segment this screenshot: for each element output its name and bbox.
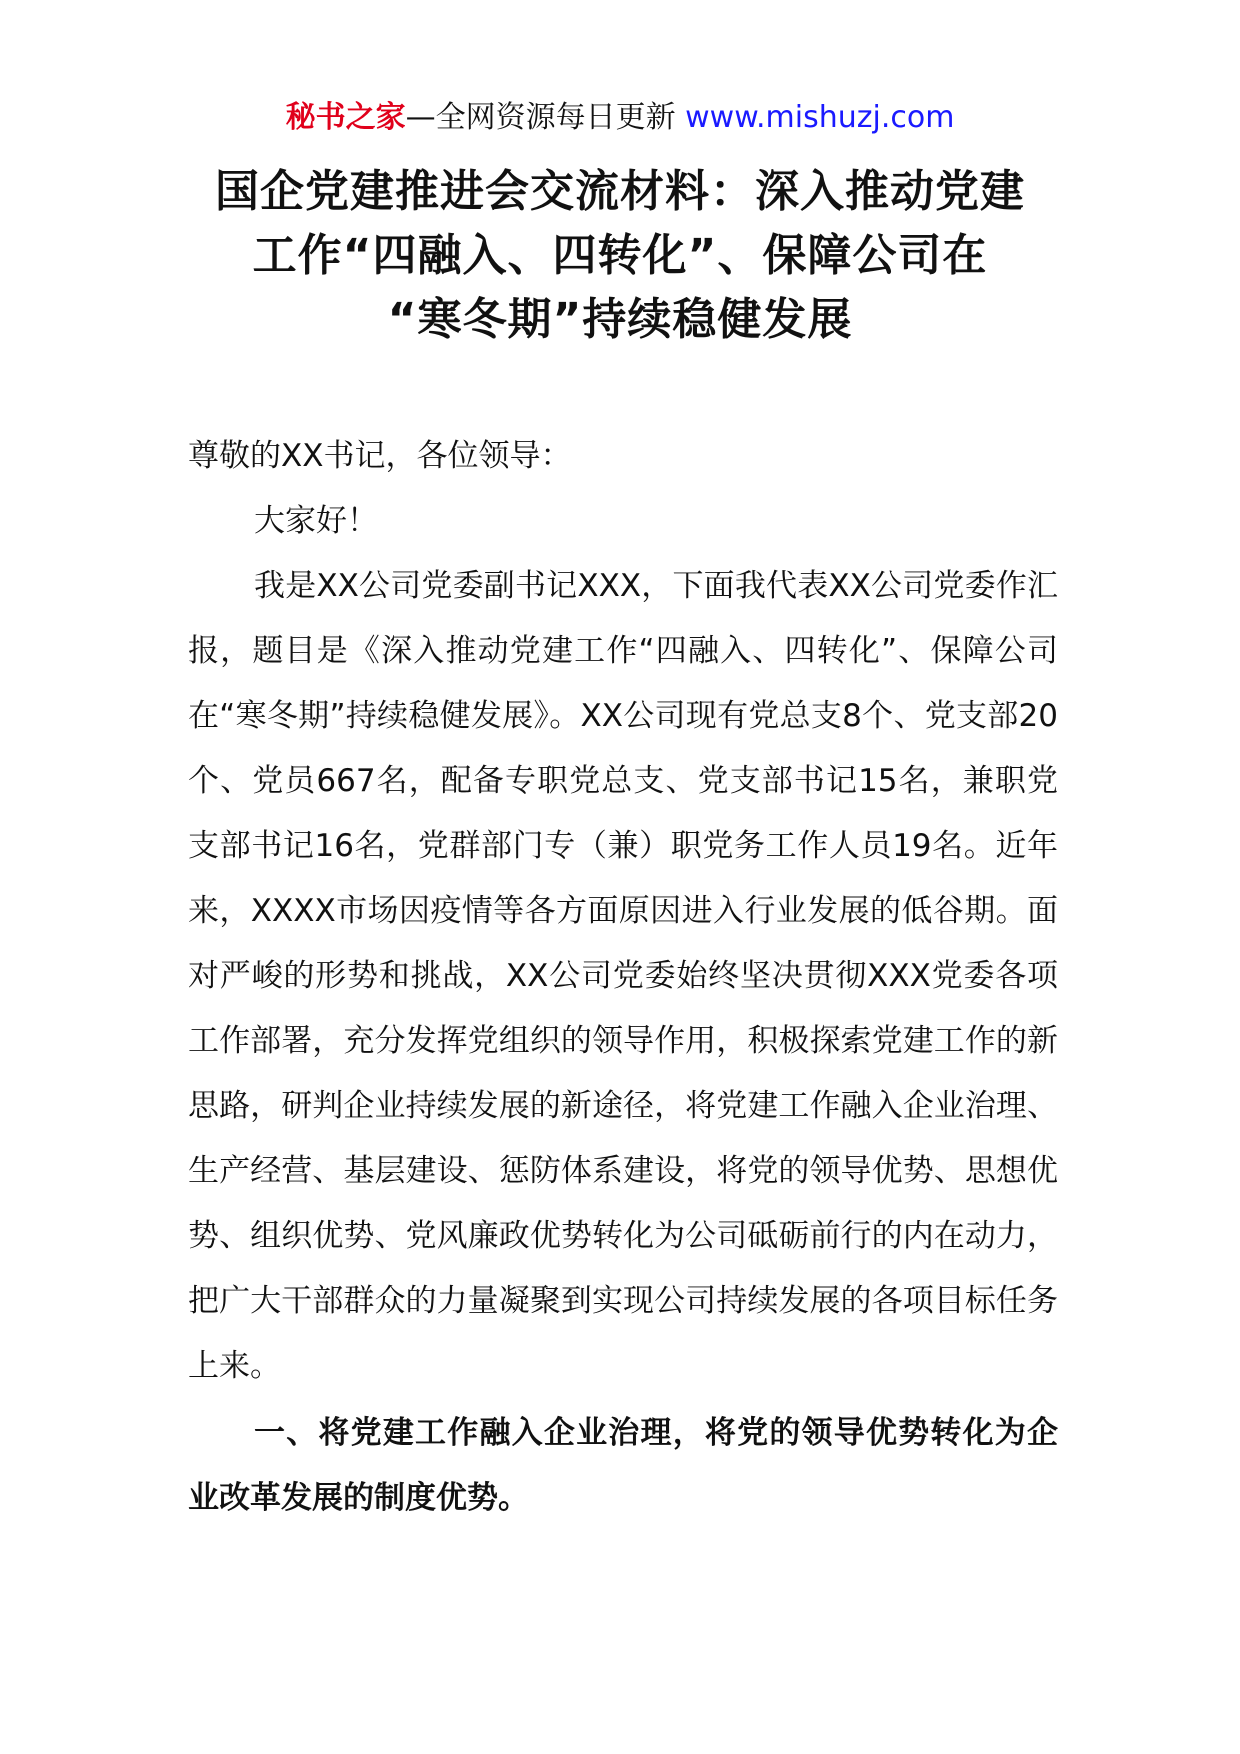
header-tagline: —全网资源每日更新	[405, 100, 676, 135]
document-body	[188, 424, 1058, 1531]
salutation: 尊敬的XX书记，各位领导：	[188, 438, 572, 474]
title-line-3: “寒冬期”持续稳健发展	[387, 294, 853, 345]
intro-paragraph: 我是XX公司党委副书记XXX，下面我代表XX公司党委作汇报，题目是《深入推动党建工作“四融入、四转化”、保障公司在“寒冬期”持续稳健发展》。XX公司现有党总支8个、党支部20个、党员667名，配备专职党总支、党支部书记15名，兼职党支部书记16名，党群部门专（兼）职党务工作人员19名。近年来，XXXX市场因疫情等各方面原因进入行业发展的低谷期。面对严峻的形势和挑战，XX公司党委始终坚决贯彻XXX党委各项工作部署，充分发挥党组织的领导作用，积极探索党建工作的新思路，研判企业持续发展的新途径，将党建工作融入企业治理、生产经营、基层建设、惩防体系建设，将党的领导优势、思想优势、组织优势、党风廉政优势转化为公司砥砺前行的内在动力，把广大干部群众的力量凝聚到实现公司持续发展的各项目标任务上来。	[188, 568, 1058, 1384]
site-header-banner	[0, 98, 1240, 138]
section-1-heading: 一、将党建工作融入企业治理，将党的领导优势转化为企业改革发展的制度优势。	[188, 1415, 1058, 1516]
brand-name: 秘书之家	[285, 100, 406, 135]
title-line-1: 国企党建推进会交流材料：深入推动党建	[215, 166, 1025, 217]
website-url: www.mishuzj.com	[685, 100, 955, 135]
document-title	[150, 160, 1090, 352]
title-line-2: 工作“四融入、四转化”、保障公司在	[252, 230, 988, 281]
greeting: 大家好！	[254, 503, 378, 539]
